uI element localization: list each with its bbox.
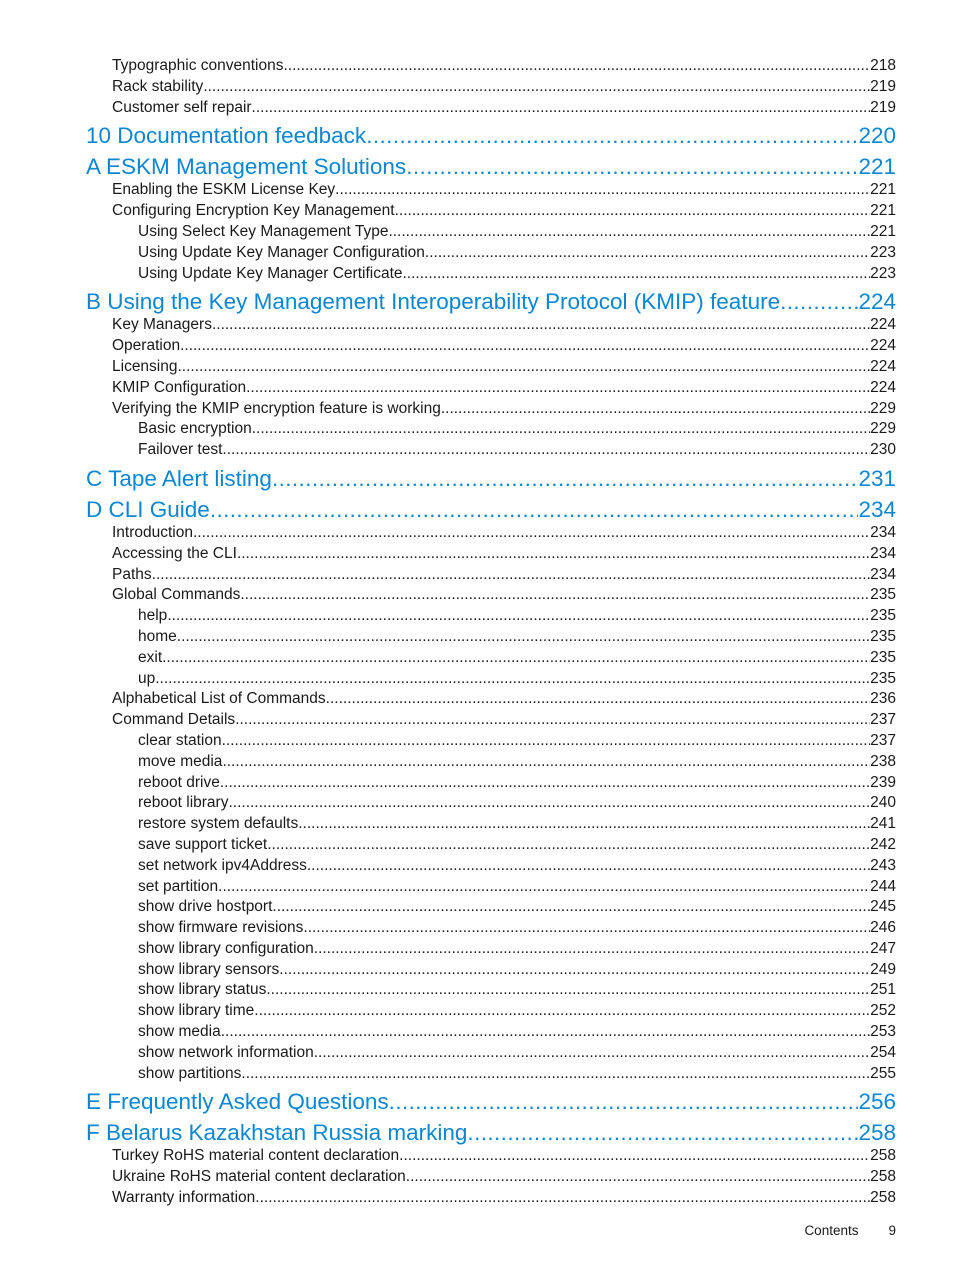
toc-entry[interactable] (86, 793, 896, 814)
toc-entry-page: 221 (858, 154, 896, 180)
toc-entry-title: Global Commands (112, 586, 241, 604)
toc-entry[interactable] (86, 565, 896, 586)
toc-entry[interactable] (86, 835, 896, 856)
toc-entry-page: 218 (870, 57, 896, 74)
toc-entry[interactable] (86, 243, 896, 264)
dot-leader (326, 689, 870, 710)
toc-entry-title: Typographic conventions (112, 57, 284, 74)
toc-entry[interactable] (86, 1167, 896, 1188)
toc-entry-page: 254 (870, 1043, 896, 1061)
toc-entry[interactable] (86, 585, 896, 606)
toc-entry-title: Accessing the CLI (112, 544, 237, 562)
toc-entry-page: 251 (870, 981, 896, 999)
toc-chapter-entry[interactable] (86, 492, 896, 523)
dot-leader (180, 336, 870, 357)
toc-entry[interactable] (86, 77, 896, 98)
dot-leader (221, 1022, 870, 1043)
toc-chapter-entry[interactable] (86, 149, 896, 180)
toc-entry[interactable] (86, 1064, 896, 1085)
toc-entry-title: help (138, 607, 168, 625)
dot-leader (298, 814, 870, 835)
toc-entry-page: 224 (870, 337, 896, 355)
dot-leader (222, 440, 870, 461)
toc-entry[interactable] (86, 856, 896, 877)
toc-entry-title: up (138, 669, 156, 687)
toc-entry[interactable] (86, 523, 896, 544)
dot-leader (267, 835, 870, 856)
dot-leader (335, 180, 870, 201)
toc-entry-page: 244 (870, 877, 896, 895)
toc-entry-page: 235 (870, 648, 896, 666)
toc-chapter-entry[interactable] (86, 1084, 896, 1115)
toc-entry[interactable] (86, 980, 896, 1001)
toc-entry[interactable] (86, 689, 896, 710)
toc-entry[interactable] (86, 336, 896, 357)
toc-entry-title: A ESKM Management Solutions (86, 154, 407, 180)
dot-leader (246, 378, 870, 399)
dot-leader (241, 1064, 870, 1085)
dot-leader (178, 357, 871, 378)
toc-entry[interactable] (86, 315, 896, 336)
toc-entry-title: show network information (138, 1043, 314, 1061)
toc-entry-page: 258 (870, 1189, 896, 1207)
dot-leader (283, 56, 870, 77)
toc-entry-page: 253 (870, 1023, 896, 1041)
toc-entry-title: move media (138, 752, 223, 770)
dot-leader (366, 123, 858, 149)
toc-entry-page: 234 (858, 496, 896, 522)
toc-entry-page: 221 (870, 181, 896, 199)
toc-entry-title: Using Update Key Manager Configuration (138, 243, 425, 261)
toc-entry-title: Using Update Key Manager Certificate (138, 264, 403, 282)
toc-entry-page: 236 (870, 690, 896, 708)
toc-entry-page: 231 (858, 465, 896, 491)
dot-leader (210, 497, 859, 523)
toc-entry-title: exit (138, 648, 163, 666)
toc-entry-title: Rack stability (112, 77, 204, 95)
toc-entry-page: 246 (870, 919, 896, 937)
toc-entry-title: show media (138, 1023, 221, 1041)
toc-entry-page: 238 (870, 752, 896, 770)
toc-entry-page: 219 (870, 98, 896, 116)
dot-leader (222, 731, 871, 752)
toc-entry-title: set network ipv4Address (138, 856, 307, 874)
toc-entry-page: 242 (870, 835, 896, 853)
toc-entry[interactable] (86, 627, 896, 648)
toc-entry-page: 229 (870, 399, 896, 417)
dot-leader (314, 939, 870, 960)
dot-leader (395, 201, 871, 222)
toc-entry-title: Basic encryption (138, 420, 252, 438)
toc-entry[interactable] (86, 648, 896, 669)
toc-entry-title: set partition (138, 877, 219, 895)
toc-entry-page: 237 (870, 711, 896, 729)
toc-entry[interactable] (86, 180, 896, 201)
toc-entry[interactable] (86, 98, 896, 119)
toc-entry-title: reboot library (138, 794, 229, 812)
toc-entry[interactable] (86, 1043, 896, 1064)
toc-entry-page: 221 (870, 202, 896, 220)
dot-leader (167, 606, 870, 627)
dot-leader (467, 1120, 858, 1146)
toc-entry[interactable] (86, 814, 896, 835)
toc-entry-title: show library time (138, 1002, 255, 1020)
toc-entry[interactable] (86, 960, 896, 981)
toc-entry-page: 256 (858, 1089, 896, 1115)
toc-entry[interactable] (86, 201, 896, 222)
toc-entry-title: show drive hostport (138, 898, 273, 916)
toc-entry[interactable] (86, 544, 896, 565)
toc-entry-page: 223 (870, 264, 896, 282)
toc-entry-title: Warranty information (112, 1189, 256, 1207)
toc-entry-title: save support ticket (138, 835, 268, 853)
toc-entry-page: 230 (870, 441, 896, 459)
dot-leader (203, 77, 870, 98)
toc-entry-title: Licensing (112, 357, 178, 375)
toc-entry-title: show library configuration (138, 939, 314, 957)
dot-leader (235, 710, 870, 731)
dot-leader (177, 627, 870, 648)
toc-entry-page: 258 (858, 1120, 896, 1146)
toc-entry-page: 240 (870, 794, 896, 812)
footer-section-label: Contents (804, 1223, 859, 1238)
dot-leader (218, 877, 870, 898)
dot-leader (425, 243, 870, 264)
toc-entry-page: 258 (870, 1168, 896, 1186)
toc-entry-page: 224 (870, 316, 896, 334)
toc-entry-title: F Belarus Kazakhstan Russia marking (86, 1120, 468, 1146)
toc-entry-title: home (138, 627, 177, 645)
dot-leader (212, 315, 870, 336)
dot-leader (441, 399, 870, 420)
toc-entry[interactable] (86, 399, 896, 420)
toc-entry[interactable] (86, 357, 896, 378)
dot-leader (155, 669, 870, 690)
toc-entry-title: 10 Documentation feedback (86, 123, 367, 149)
dot-leader (228, 793, 870, 814)
toc-entry[interactable] (86, 1188, 896, 1209)
toc-entry[interactable] (86, 440, 896, 461)
toc-chapter-entry[interactable] (86, 461, 896, 492)
toc-entry-page: 243 (870, 856, 896, 874)
toc-entry-title: E Frequently Asked Questions (86, 1089, 389, 1115)
toc-entry-title: Introduction (112, 523, 193, 541)
toc-entry[interactable] (86, 669, 896, 690)
toc-entry[interactable] (86, 939, 896, 960)
toc-entry-title: Enabling the ESKM License Key (112, 181, 336, 199)
toc-entry-title: show library status (138, 981, 267, 999)
dot-leader (307, 856, 870, 877)
toc-entry-title: C Tape Alert listing (86, 465, 272, 491)
toc-entry-title: restore system defaults (138, 815, 299, 833)
dot-leader (303, 918, 870, 939)
toc-entry-title: Using Select Key Management Type (138, 222, 389, 240)
dot-leader (240, 585, 870, 606)
toc-entry[interactable] (86, 1001, 896, 1022)
table-of-contents (86, 56, 896, 1209)
toc-entry-page: 245 (870, 898, 896, 916)
dot-leader (399, 1146, 870, 1167)
toc-entry[interactable] (86, 222, 896, 243)
toc-entry-title: Verifying the KMIP encryption feature is working (112, 399, 441, 417)
toc-entry-title: show partitions (138, 1064, 242, 1082)
toc-entry-page: 239 (870, 773, 896, 791)
toc-chapter-entry[interactable] (86, 284, 896, 315)
toc-entry-page: 235 (870, 586, 896, 604)
toc-chapter-entry[interactable] (86, 1115, 896, 1146)
toc-entry-page: 237 (870, 731, 896, 749)
toc-entry-page: 224 (870, 378, 896, 396)
toc-entry[interactable] (86, 752, 896, 773)
dot-leader (406, 1167, 870, 1188)
footer-page-number: 9 (888, 1223, 896, 1238)
toc-entry-page: 229 (870, 420, 896, 438)
toc-entry-page: 258 (870, 1147, 896, 1165)
toc-entry-title: B Using the Key Management Interoperability Protocol (KMIP) feature (86, 289, 781, 315)
toc-entry-title: Turkey RoHS material content declaration (112, 1147, 400, 1165)
dot-leader (152, 565, 870, 586)
toc-entry-page: 249 (870, 960, 896, 978)
toc-entry[interactable] (86, 1022, 896, 1043)
toc-entry-title: Key Managers (112, 316, 212, 334)
toc-entry-title: Customer self repair (112, 98, 252, 116)
dot-leader (780, 289, 858, 315)
toc-entry-page: 224 (870, 357, 896, 375)
dot-leader (279, 960, 870, 981)
toc-entry[interactable] (86, 1146, 896, 1167)
toc-entry-title: clear station (138, 731, 222, 749)
dot-leader (272, 897, 870, 918)
dot-leader (255, 1188, 870, 1209)
toc-entry-page: 220 (858, 123, 896, 149)
toc-entry-title: Alphabetical List of Commands (112, 690, 326, 708)
toc-entry[interactable] (86, 378, 896, 399)
dot-leader (272, 466, 859, 492)
toc-entry-page: 252 (870, 1002, 896, 1020)
dot-leader (252, 419, 870, 440)
toc-entry[interactable] (86, 918, 896, 939)
toc-entry-title: Failover test (138, 441, 223, 459)
toc-entry-title: D CLI Guide (86, 496, 210, 522)
toc-entry-title: show library sensors (138, 960, 280, 978)
toc-entry-page: 241 (870, 815, 896, 833)
dot-leader (252, 98, 871, 119)
dot-leader (314, 1043, 870, 1064)
toc-entry-page: 235 (870, 669, 896, 687)
toc-entry[interactable] (86, 419, 896, 440)
dot-leader (193, 523, 870, 544)
toc-entry-title: reboot drive (138, 773, 220, 791)
dot-leader (220, 773, 870, 794)
dot-leader (254, 1001, 870, 1022)
toc-entry-title: Configuring Encryption Key Management (112, 202, 395, 220)
dot-leader (388, 222, 870, 243)
toc-entry-page: 221 (870, 222, 896, 240)
toc-entry-page: 223 (870, 243, 896, 261)
page-footer (804, 1223, 896, 1238)
dot-leader (222, 752, 870, 773)
toc-entry-page: 255 (870, 1064, 896, 1082)
toc-entry-page: 224 (858, 289, 896, 315)
toc-entry[interactable] (86, 897, 896, 918)
dot-leader (237, 544, 870, 565)
dot-leader (162, 648, 870, 669)
toc-entry[interactable] (86, 731, 896, 752)
toc-entry[interactable] (86, 710, 896, 731)
toc-entry[interactable] (86, 877, 896, 898)
toc-entry-page: 235 (870, 607, 896, 625)
toc-entry[interactable] (86, 56, 896, 77)
toc-entry[interactable] (86, 773, 896, 794)
toc-entry-page: 235 (870, 627, 896, 645)
toc-entry-title: Paths (112, 565, 152, 583)
toc-entry-title: KMIP Configuration (112, 378, 247, 396)
toc-entry-page: 247 (870, 939, 896, 957)
dot-leader (403, 264, 871, 285)
toc-entry[interactable] (86, 264, 896, 285)
toc-entry-page: 234 (870, 544, 896, 562)
toc-entry-page: 234 (870, 523, 896, 541)
dot-leader (406, 154, 858, 180)
toc-entry[interactable] (86, 606, 896, 627)
dot-leader (266, 980, 870, 1001)
toc-entry-title: Ukraine RoHS material content declaration (112, 1168, 406, 1186)
toc-entry-title: Command Details (112, 711, 236, 729)
toc-chapter-entry[interactable] (86, 118, 896, 149)
toc-entry-page: 219 (870, 77, 896, 95)
dot-leader (389, 1089, 859, 1115)
toc-entry-page: 234 (870, 565, 896, 583)
toc-entry-title: Operation (112, 337, 181, 355)
toc-entry-title: show firmware revisions (138, 919, 304, 937)
